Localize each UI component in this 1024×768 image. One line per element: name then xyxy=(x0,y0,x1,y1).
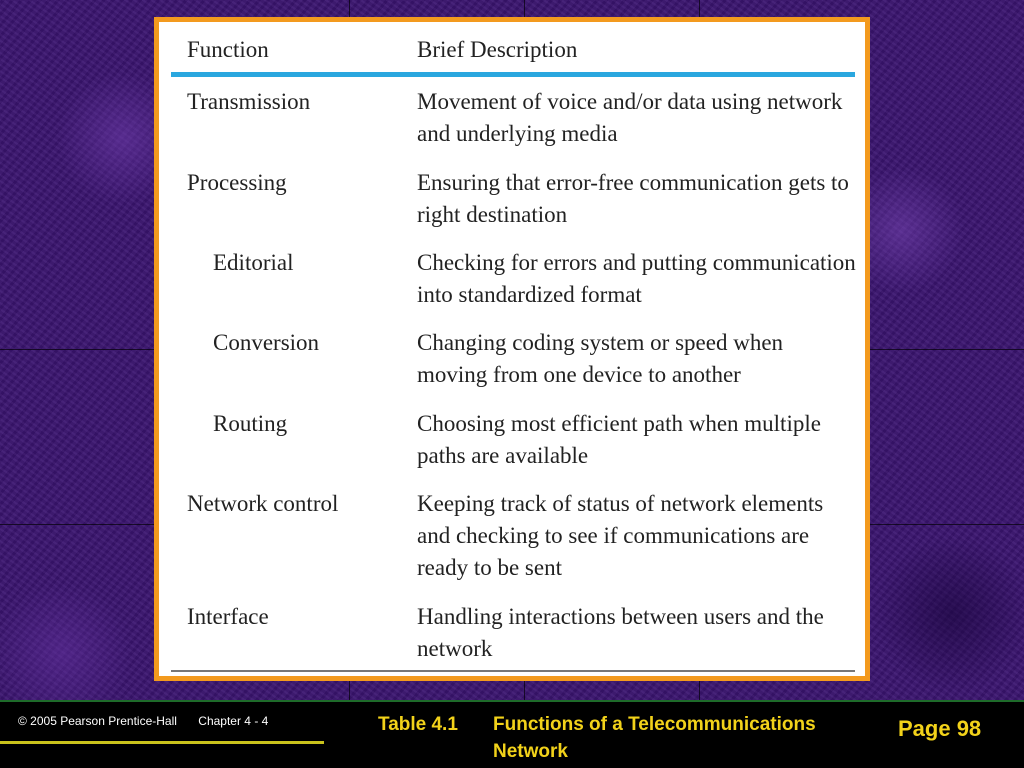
header-function: Function xyxy=(187,37,269,62)
table-number: Table 4.1 xyxy=(378,714,458,735)
function-description: Ensuring that error-free communication gets to right destination xyxy=(417,170,849,227)
function-description: Keeping track of status of network elements and checking to see if communications are ready to be sent xyxy=(417,491,824,580)
functions-table xyxy=(154,17,870,681)
table-title: Functions of a Telecommunications Network xyxy=(493,714,816,762)
header-description: Brief Description xyxy=(417,37,578,62)
page-number: Page 98 xyxy=(898,716,982,741)
function-description: Movement of voice and/or data using network and underlying media xyxy=(417,89,843,146)
function-name: Conversion xyxy=(213,330,320,355)
function-description: Choosing most efficient path when multiple paths are available xyxy=(417,411,821,468)
function-name: Network control xyxy=(187,491,339,516)
function-name: Transmission xyxy=(187,89,311,114)
copyright-text xyxy=(18,714,268,728)
chapter-label: Chapter 4 - 4 xyxy=(198,714,269,728)
footer-divider xyxy=(0,700,1024,702)
function-name: Interface xyxy=(187,604,269,629)
function-description: Handling interactions between users and the network xyxy=(417,604,824,661)
function-name: Routing xyxy=(213,411,288,436)
function-description: Checking for errors and putting communication into standardized format xyxy=(417,250,856,307)
function-name: Editorial xyxy=(213,250,294,275)
function-name: Processing xyxy=(187,170,287,195)
footer-accent-bar xyxy=(0,741,324,744)
copyright-label: © 2005 Pearson Prentice-Hall xyxy=(18,714,177,728)
header-rule xyxy=(171,72,855,77)
function-description: Changing coding system or speed when moving from one device to another xyxy=(417,330,784,387)
table-bottom-rule xyxy=(171,670,855,672)
